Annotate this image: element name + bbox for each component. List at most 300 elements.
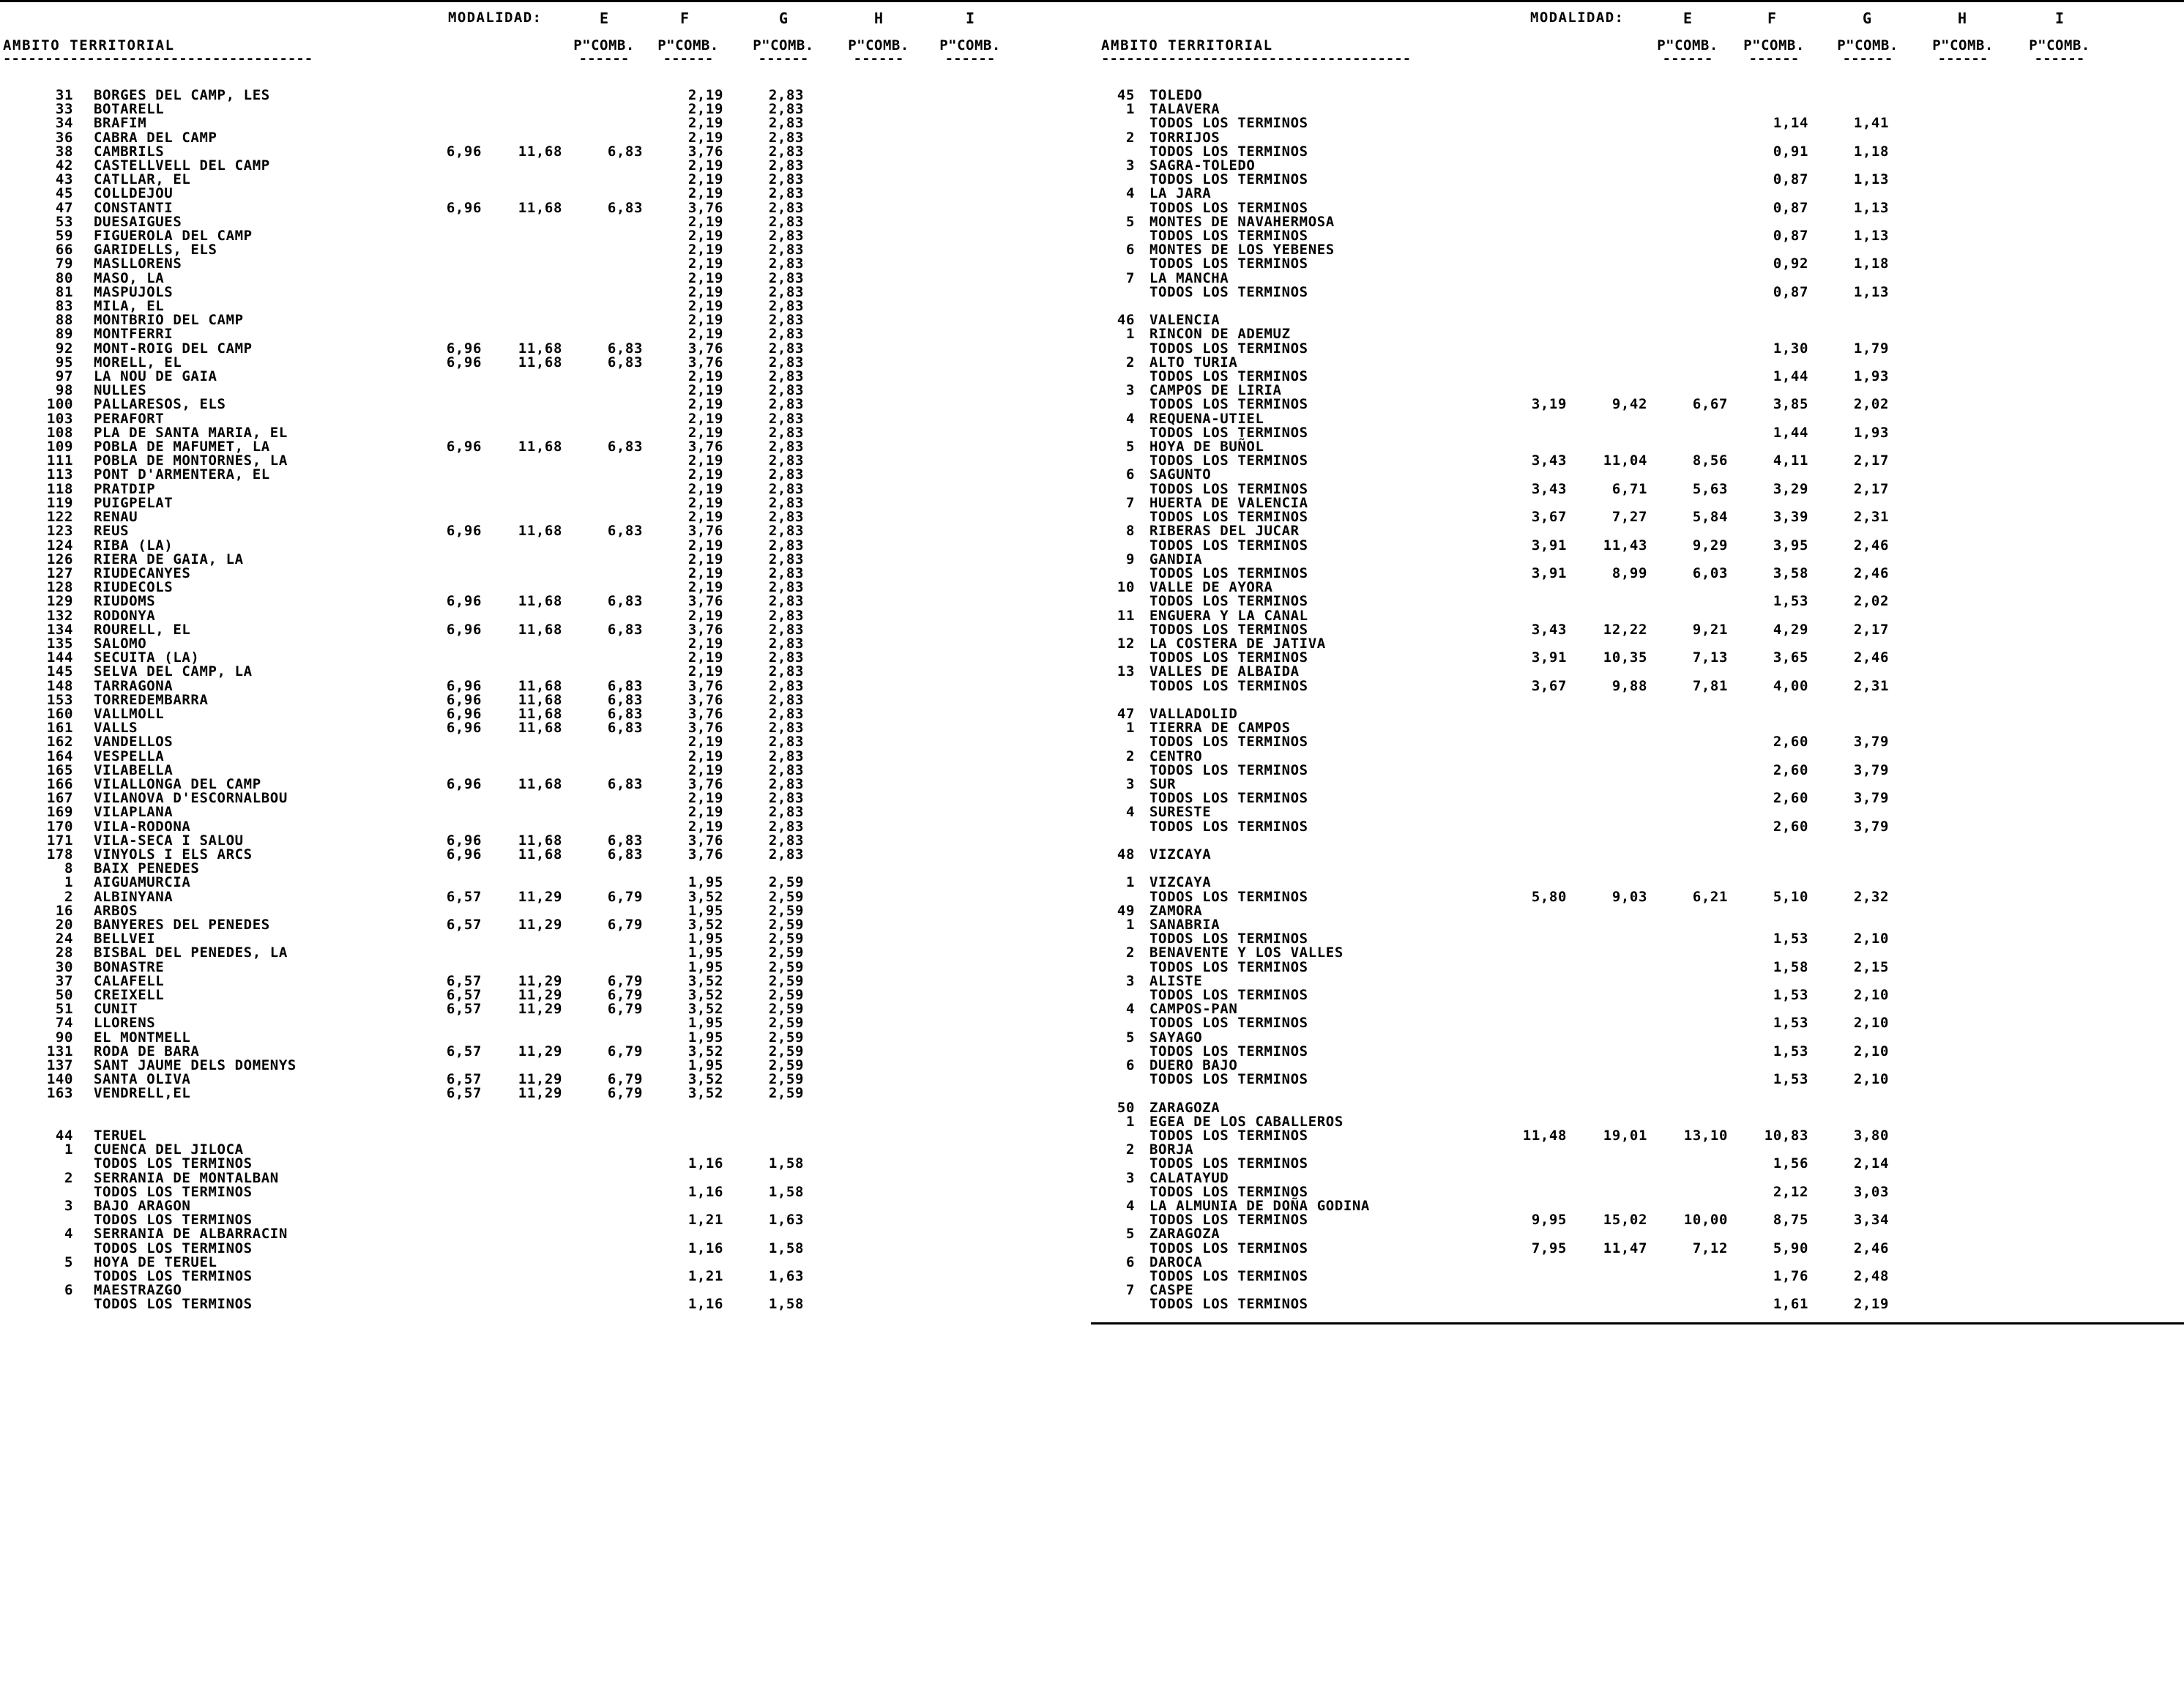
todos-los-terminos-label: TODOS LOS TERMINOS <box>1149 424 1308 441</box>
value-i: 2,83 <box>768 157 804 174</box>
value-e <box>1486 1059 1567 1073</box>
municipality-code: 128 <box>46 579 73 596</box>
value-f <box>1567 159 1647 173</box>
table-row <box>0 201 804 215</box>
value-e: 6,96 <box>446 593 482 610</box>
value-g <box>562 398 643 411</box>
value-f: 19,01 <box>1603 1128 1647 1144</box>
table-row <box>1091 131 1889 145</box>
municipality-code: 162 <box>46 734 73 750</box>
value-g <box>562 412 643 426</box>
value-g: 6,83 <box>607 354 643 370</box>
value-f <box>482 567 562 581</box>
value-i: 2,83 <box>768 424 804 441</box>
value-g: 6,79 <box>607 1071 643 1088</box>
value-f <box>1567 764 1647 778</box>
municipality-code: 119 <box>46 494 73 511</box>
value-h: 1,95 <box>687 958 723 975</box>
value-f <box>1567 791 1647 805</box>
value-e <box>1486 229 1567 243</box>
value-h: 2,19 <box>687 228 723 245</box>
todos-los-terminos-label: TODOS LOS TERMINOS <box>1149 790 1308 807</box>
municipality-name: BANYERES DEL PENEDES <box>94 916 270 933</box>
table-row <box>0 876 804 890</box>
value-h: 2,19 <box>687 368 723 385</box>
value-h: 2,19 <box>687 649 723 666</box>
value-g <box>562 946 643 960</box>
table-row <box>1091 665 1889 679</box>
municipality-code: 83 <box>55 298 73 315</box>
value-e: 3,91 <box>1531 537 1567 554</box>
group-code: 6 <box>1125 466 1135 483</box>
group-name: SERRANIA DE ALBARRACIN <box>94 1226 288 1242</box>
municipality-name: MONTFERRI <box>94 326 174 343</box>
value-h: 4,00 <box>1773 677 1808 694</box>
table-row <box>1091 876 1889 890</box>
value-e <box>1486 257 1567 271</box>
value-f <box>1567 1101 1647 1115</box>
value-f <box>1567 342 1647 356</box>
value-e <box>401 1016 482 1030</box>
group-code: 3 <box>1125 972 1135 989</box>
table-row <box>1091 764 1889 778</box>
value-e <box>401 1185 482 1199</box>
todos-los-terminos-label: TODOS LOS TERMINOS <box>1149 1015 1308 1032</box>
table-row <box>1091 286 1889 299</box>
value-i: 2,83 <box>768 804 804 821</box>
value-e <box>401 370 482 384</box>
value-h: 3,52 <box>687 1085 723 1102</box>
province-code: 47 <box>1117 705 1135 722</box>
value-i: 2,83 <box>768 593 804 610</box>
value-h: 1,95 <box>687 874 723 891</box>
municipality-code: 145 <box>46 663 73 680</box>
value-f <box>482 299 562 313</box>
value-g <box>1647 595 1728 608</box>
value-i: 2,83 <box>768 509 804 526</box>
value-f: 11,29 <box>518 1085 562 1102</box>
value-i: 1,58 <box>768 1240 804 1256</box>
value-g <box>1647 1059 1728 1073</box>
column-letter-e-right: E <box>1682 10 1693 27</box>
value-e <box>401 1284 482 1297</box>
value-e <box>401 539 482 553</box>
municipality-name: VILA-SECA I SALOU <box>94 832 244 849</box>
value-e <box>1486 1297 1567 1311</box>
value-e <box>1486 609 1567 623</box>
table-row <box>0 750 804 764</box>
municipality-code: 59 <box>55 228 73 245</box>
municipality-name: FIGUEROLA DEL CAMP <box>94 228 253 245</box>
group-name: HUERTA DE VALENCIA <box>1149 494 1308 511</box>
value-f: 11,68 <box>518 439 562 455</box>
value-i: 2,83 <box>768 269 804 286</box>
municipality-name: TORREDEMBARRA <box>94 691 209 708</box>
value-e: 3,43 <box>1531 480 1567 497</box>
value-e <box>1486 735 1567 749</box>
province-code: 48 <box>1117 846 1135 863</box>
todos-los-terminos-label: TODOS LOS TERMINOS <box>1149 1240 1308 1256</box>
group-name: TALAVERA <box>1149 101 1220 118</box>
value-g <box>562 1129 643 1143</box>
value-f: 11,68 <box>518 354 562 370</box>
value-g: 6,83 <box>607 677 643 694</box>
value-f <box>1567 946 1647 960</box>
value-h <box>1728 1031 1808 1045</box>
value-i: 2,83 <box>768 171 804 188</box>
value-i <box>1808 272 1889 286</box>
value-e <box>401 187 482 201</box>
value-g <box>562 820 643 834</box>
value-e: 6,96 <box>446 354 482 370</box>
value-h: 1,53 <box>1773 593 1808 610</box>
municipality-code: 167 <box>46 790 73 807</box>
value-e: 3,67 <box>1531 509 1567 526</box>
value-e: 3,43 <box>1531 621 1567 638</box>
municipality-name: RIUDECANYES <box>94 565 191 581</box>
value-e <box>401 805 482 819</box>
value-e <box>1486 918 1567 932</box>
value-h: 3,76 <box>687 832 723 849</box>
value-h <box>1728 524 1808 538</box>
value-f <box>482 1129 562 1143</box>
value-f <box>1567 1031 1647 1045</box>
value-e <box>401 243 482 257</box>
value-g <box>1647 327 1728 341</box>
value-f <box>1567 1016 1647 1030</box>
pcomb-underline-h: ------ <box>853 51 904 67</box>
value-g <box>562 1270 643 1284</box>
value-f: 11,47 <box>1603 1240 1647 1256</box>
group-name: SANABRIA <box>1149 916 1220 933</box>
municipality-code: 81 <box>55 283 73 300</box>
value-h: 0,87 <box>1773 199 1808 216</box>
municipality-code: 153 <box>46 691 73 708</box>
municipality-code: 50 <box>55 987 73 1003</box>
value-h <box>643 1171 723 1185</box>
value-h: 3,52 <box>687 888 723 905</box>
value-f <box>482 257 562 271</box>
municipality-name: CATLLAR, EL <box>94 171 191 188</box>
pcomb-underline-f: ------ <box>663 51 714 67</box>
value-i: 3,79 <box>1853 734 1889 750</box>
pcomb-label-h-right: P"COMB. <box>1932 37 1994 53</box>
municipality-name: BISBAL DEL PENEDES, LA <box>94 945 288 961</box>
value-e <box>401 791 482 805</box>
municipality-code: 79 <box>55 256 73 272</box>
municipality-code <box>1091 1157 1142 1171</box>
group-name: VALLES DE ALBAIDA <box>1149 663 1300 680</box>
value-e: 6,96 <box>446 143 482 160</box>
modalidad-label: MODALIDAD: <box>448 10 543 26</box>
value-e <box>1486 116 1567 130</box>
todos-los-terminos-label: TODOS LOS TERMINOS <box>1149 761 1308 778</box>
value-g <box>562 103 643 116</box>
value-i: 2,83 <box>768 565 804 581</box>
value-h: 2,19 <box>687 213 723 230</box>
value-h <box>1728 946 1808 960</box>
municipality-code: 2 <box>64 888 73 905</box>
value-e: 6,96 <box>446 199 482 216</box>
group-name: ENGUERA Y LA CANAL <box>1149 607 1308 624</box>
value-h: 1,53 <box>1773 1071 1808 1088</box>
municipality-code: 45 <box>55 185 73 202</box>
value-i: 2,83 <box>768 579 804 596</box>
group-code: 3 <box>1125 157 1135 174</box>
value-i: 2,10 <box>1853 931 1889 947</box>
municipality-name: SALOMO <box>94 635 147 652</box>
value-h: 2,19 <box>687 734 723 750</box>
value-h: 2,19 <box>687 804 723 821</box>
value-h: 1,14 <box>1773 115 1808 132</box>
value-e <box>1486 961 1567 975</box>
value-i: 2,83 <box>768 382 804 399</box>
group-name: LA COSTERA DE JATIVA <box>1149 635 1326 652</box>
group-name: SAYAGO <box>1149 1029 1203 1046</box>
group-code: 7 <box>1125 1282 1135 1299</box>
value-e <box>401 412 482 426</box>
value-h: 2,19 <box>687 382 723 399</box>
table-row <box>1091 1297 1889 1311</box>
column-letter-g: G <box>778 10 789 27</box>
value-h: 3,52 <box>687 1001 723 1018</box>
value-e <box>1486 1143 1567 1157</box>
value-h <box>1728 707 1808 721</box>
value-f: 11,68 <box>518 775 562 792</box>
value-e: 6,57 <box>446 972 482 989</box>
value-g <box>562 327 643 341</box>
table-row <box>0 1031 804 1045</box>
value-i: 2,19 <box>1853 1296 1889 1313</box>
group-name: GANDIA <box>1149 551 1203 567</box>
municipality-name: CONSTANTI <box>94 199 174 216</box>
value-f <box>482 116 562 130</box>
value-i: 1,41 <box>1853 115 1889 132</box>
municipality-name: MONT-ROIG DEL CAMP <box>94 340 253 357</box>
value-e <box>401 735 482 749</box>
value-f <box>1567 1045 1647 1059</box>
municipality-code: 124 <box>46 537 73 554</box>
value-e <box>401 1031 482 1045</box>
value-f <box>482 131 562 145</box>
municipality-name: SELVA DEL CAMP, LA <box>94 663 253 680</box>
municipality-code: 126 <box>46 551 73 567</box>
value-f <box>1567 257 1647 271</box>
value-h: 3,39 <box>1773 509 1808 526</box>
value-i: 1,18 <box>1853 143 1889 160</box>
municipality-code: 88 <box>55 312 73 329</box>
value-h: 2,19 <box>687 129 723 146</box>
municipality-name: VILAPLANA <box>94 804 174 821</box>
value-g <box>1647 805 1728 819</box>
value-e <box>401 946 482 960</box>
municipality-name: AIGUAMURCIA <box>94 874 191 891</box>
value-f: 11,29 <box>518 1071 562 1088</box>
municipality-code <box>1091 735 1142 749</box>
municipality-code: 178 <box>46 846 73 863</box>
municipality-code: 169 <box>46 804 73 821</box>
value-i: 2,83 <box>768 312 804 329</box>
municipality-code: 36 <box>55 129 73 146</box>
group-code: 4 <box>1125 1198 1135 1215</box>
value-i <box>723 1129 804 1143</box>
group-code: 2 <box>1125 129 1135 146</box>
municipality-name: VESPELLA <box>94 748 165 764</box>
value-h: 0,87 <box>1773 283 1808 300</box>
value-f <box>1567 876 1647 890</box>
value-f: 11,68 <box>518 621 562 638</box>
group-name: SAGUNTO <box>1149 466 1212 483</box>
value-h: 2,19 <box>687 115 723 132</box>
value-g <box>1647 201 1728 215</box>
value-e <box>401 131 482 145</box>
value-h <box>1728 313 1808 327</box>
value-f <box>482 961 562 975</box>
value-f <box>482 286 562 299</box>
value-f: 11,29 <box>518 888 562 905</box>
group-name: HOYA DE BUÑOL <box>1149 439 1264 455</box>
value-f <box>1567 1073 1647 1087</box>
value-i: 1,13 <box>1853 199 1889 216</box>
value-g: 10,00 <box>1683 1212 1728 1229</box>
todos-los-terminos-label: TODOS LOS TERMINOS <box>1149 565 1308 581</box>
value-e: 6,96 <box>446 846 482 863</box>
value-e: 6,96 <box>446 523 482 540</box>
group-name: VIZCAYA <box>1149 874 1212 891</box>
municipality-name: CREIXELL <box>94 987 165 1003</box>
municipality-name: PUIGPELAT <box>94 494 174 511</box>
value-g <box>1647 243 1728 257</box>
value-i: 2,59 <box>768 902 804 919</box>
value-e <box>401 103 482 116</box>
value-h: 2,19 <box>687 790 723 807</box>
value-i: 2,17 <box>1853 480 1889 497</box>
value-f: 11,68 <box>518 199 562 216</box>
value-f <box>1567 103 1647 116</box>
value-g <box>562 805 643 819</box>
value-h: 1,58 <box>1773 958 1808 975</box>
value-f <box>482 1213 562 1227</box>
group-code: 2 <box>1125 945 1135 961</box>
municipality-code: 1 <box>64 874 73 891</box>
value-f <box>1567 1256 1647 1270</box>
value-f <box>482 483 562 496</box>
value-h: 8,75 <box>1773 1212 1808 1229</box>
value-e: 3,19 <box>1531 396 1567 413</box>
value-f <box>1567 173 1647 187</box>
value-g <box>562 187 643 201</box>
municipality-code: 98 <box>55 382 73 399</box>
value-g <box>1647 764 1728 778</box>
municipality-code: 171 <box>46 832 73 849</box>
value-i: 2,59 <box>768 987 804 1003</box>
value-i: 1,13 <box>1853 283 1889 300</box>
value-e <box>1486 1031 1567 1045</box>
value-e <box>401 313 482 327</box>
table-row <box>0 679 804 693</box>
municipality-name: VILANOVA D'ESCORNALBOU <box>94 790 288 807</box>
value-f <box>482 454 562 468</box>
value-f <box>1567 327 1647 341</box>
value-h: 2,19 <box>687 185 723 202</box>
value-g <box>1647 103 1728 116</box>
table-row <box>1091 412 1889 426</box>
pcomb-underline-e: ------ <box>578 51 630 67</box>
value-i: 2,83 <box>768 143 804 160</box>
value-i: 2,83 <box>768 199 804 216</box>
municipality-name: POBLA DE MONTORNES, LA <box>94 452 288 469</box>
value-h <box>1728 1227 1808 1241</box>
value-h <box>1728 805 1808 819</box>
province-name: VALENCIA <box>1149 312 1220 329</box>
municipality-name: CABRA DEL CAMP <box>94 129 217 146</box>
value-i: 1,18 <box>1853 256 1889 272</box>
value-e <box>1486 1284 1567 1297</box>
value-h: 3,52 <box>687 916 723 933</box>
value-i <box>1808 1171 1889 1185</box>
municipality-code: 74 <box>55 1015 73 1032</box>
municipality-code <box>1091 890 1142 904</box>
group-code: 4 <box>64 1226 73 1242</box>
value-h: 2,19 <box>687 635 723 652</box>
todos-los-terminos-label: TODOS LOS TERMINOS <box>1149 1296 1308 1313</box>
value-e <box>1486 1185 1567 1199</box>
value-g <box>562 609 643 623</box>
value-h <box>1728 1101 1808 1115</box>
table-row <box>0 946 804 960</box>
value-i: 1,13 <box>1853 228 1889 245</box>
value-e <box>401 665 482 679</box>
right-column <box>1091 0 2184 1684</box>
value-e <box>401 1256 482 1270</box>
value-h: 3,76 <box>687 621 723 638</box>
value-i: 2,83 <box>768 466 804 483</box>
municipality-code: 92 <box>55 340 73 357</box>
value-g: 6,83 <box>607 523 643 540</box>
group-code: 1 <box>64 1141 73 1158</box>
value-e <box>1486 820 1567 834</box>
group-code: 1 <box>1125 101 1135 118</box>
municipality-name: RIUDECOLS <box>94 579 174 596</box>
group-name: VALLE DE AYORA <box>1149 579 1273 596</box>
value-i: 3,34 <box>1853 1212 1889 1229</box>
todos-los-terminos-label: TODOS LOS TERMINOS <box>94 1212 253 1229</box>
value-f <box>1567 1185 1647 1199</box>
value-e <box>1486 848 1567 862</box>
table-row <box>0 483 804 496</box>
value-h: 1,56 <box>1773 1155 1808 1172</box>
table-row <box>1091 524 1889 538</box>
group-code: 6 <box>1125 1057 1135 1074</box>
value-e <box>401 468 482 482</box>
municipality-name: VILABELLA <box>94 761 174 778</box>
value-e <box>1486 876 1567 890</box>
value-e <box>1486 131 1567 145</box>
value-h: 1,95 <box>687 1057 723 1074</box>
value-f <box>482 89 562 103</box>
value-e: 9,95 <box>1531 1212 1567 1229</box>
value-g <box>1647 1016 1728 1030</box>
value-e: 6,96 <box>446 720 482 737</box>
spacer-row <box>0 1101 804 1115</box>
value-i: 2,83 <box>768 607 804 624</box>
municipality-code: 134 <box>46 621 73 638</box>
value-e: 3,91 <box>1531 565 1567 581</box>
value-e <box>1486 791 1567 805</box>
value-g <box>562 1213 643 1227</box>
value-f <box>1567 918 1647 932</box>
value-h: 3,52 <box>687 1071 723 1088</box>
